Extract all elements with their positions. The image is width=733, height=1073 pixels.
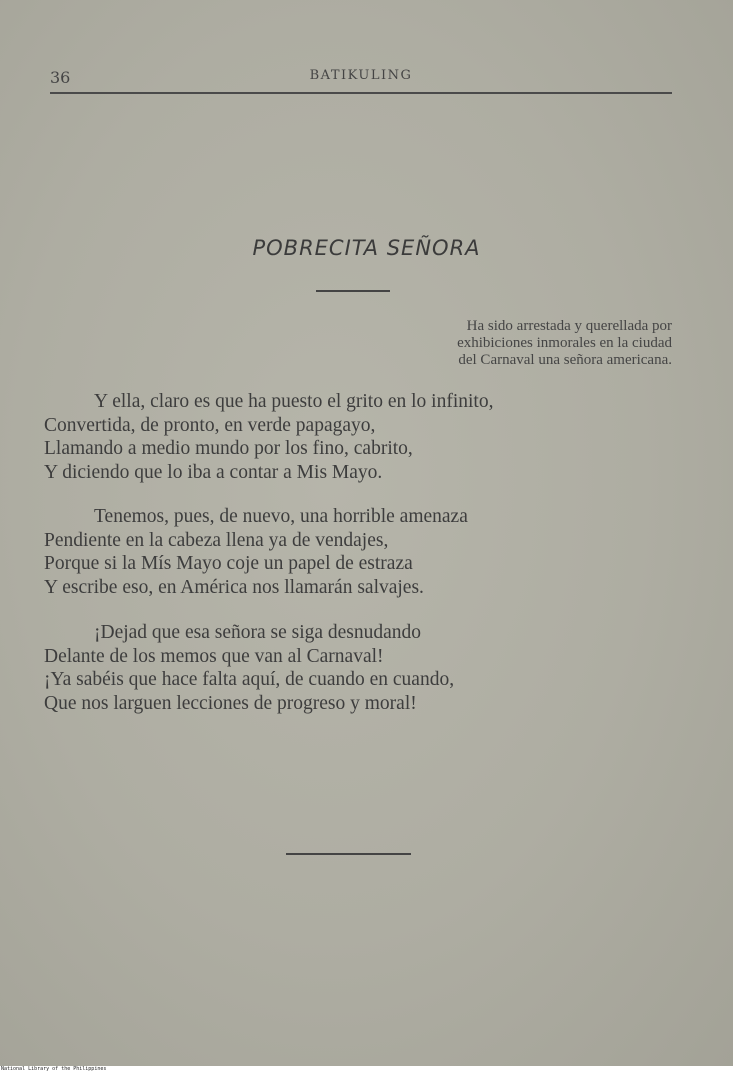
verse-line: Pendiente en la cabeza llena ya de vendajes, xyxy=(44,529,389,551)
poem-title: POBRECITA SEÑORA xyxy=(252,236,481,260)
end-divider xyxy=(286,853,411,855)
running-head: BATIKULING xyxy=(309,68,413,83)
verse-line: ¡Ya sabéis que hace falta aquí, de cuando en cuando, xyxy=(44,669,455,690)
stanza xyxy=(44,621,684,715)
verse-line: Porque si la Mís Mayo coje un papel de estraza xyxy=(44,553,413,574)
verse-line: ¡Dejad que esa señora se siga desnudando xyxy=(94,622,422,643)
epigraph xyxy=(330,318,672,369)
stanza xyxy=(44,505,684,599)
page-header xyxy=(50,66,672,94)
verse-line: Y ella, claro es que ha puesto el grito en lo infinito, xyxy=(94,391,494,412)
verse-line: Delante de los memos que van al Carnaval! xyxy=(44,645,384,667)
title-divider xyxy=(316,290,390,292)
stanza xyxy=(44,390,684,484)
epigraph-line: exhibiciones inmorales en la ciudad xyxy=(457,335,672,351)
verse-line: Llamando a medio mundo por los fino, cabrito, xyxy=(44,438,413,459)
epigraph-line: Ha sido arrestada y querellada por xyxy=(466,318,672,334)
verse-line: Convertida, de pronto, en verde papagayo, xyxy=(44,414,376,436)
verse-line: Tenemos, pues, de nuevo, una horrible amenaza xyxy=(94,506,468,527)
library-watermark: National Library of the Philippines xyxy=(1,1066,107,1072)
verse-line: Y escribe eso, en América nos llamarán salvajes. xyxy=(44,576,424,598)
verse-line: Que nos larguen lecciones de progreso y moral! xyxy=(44,692,417,714)
verse-line: Y diciendo que lo iba a contar a Mis Mayo. xyxy=(44,461,383,483)
epigraph-line: del Carnaval una señora americana. xyxy=(458,352,672,368)
page-number: 36 xyxy=(50,68,71,87)
footer-strip xyxy=(0,1066,733,1073)
